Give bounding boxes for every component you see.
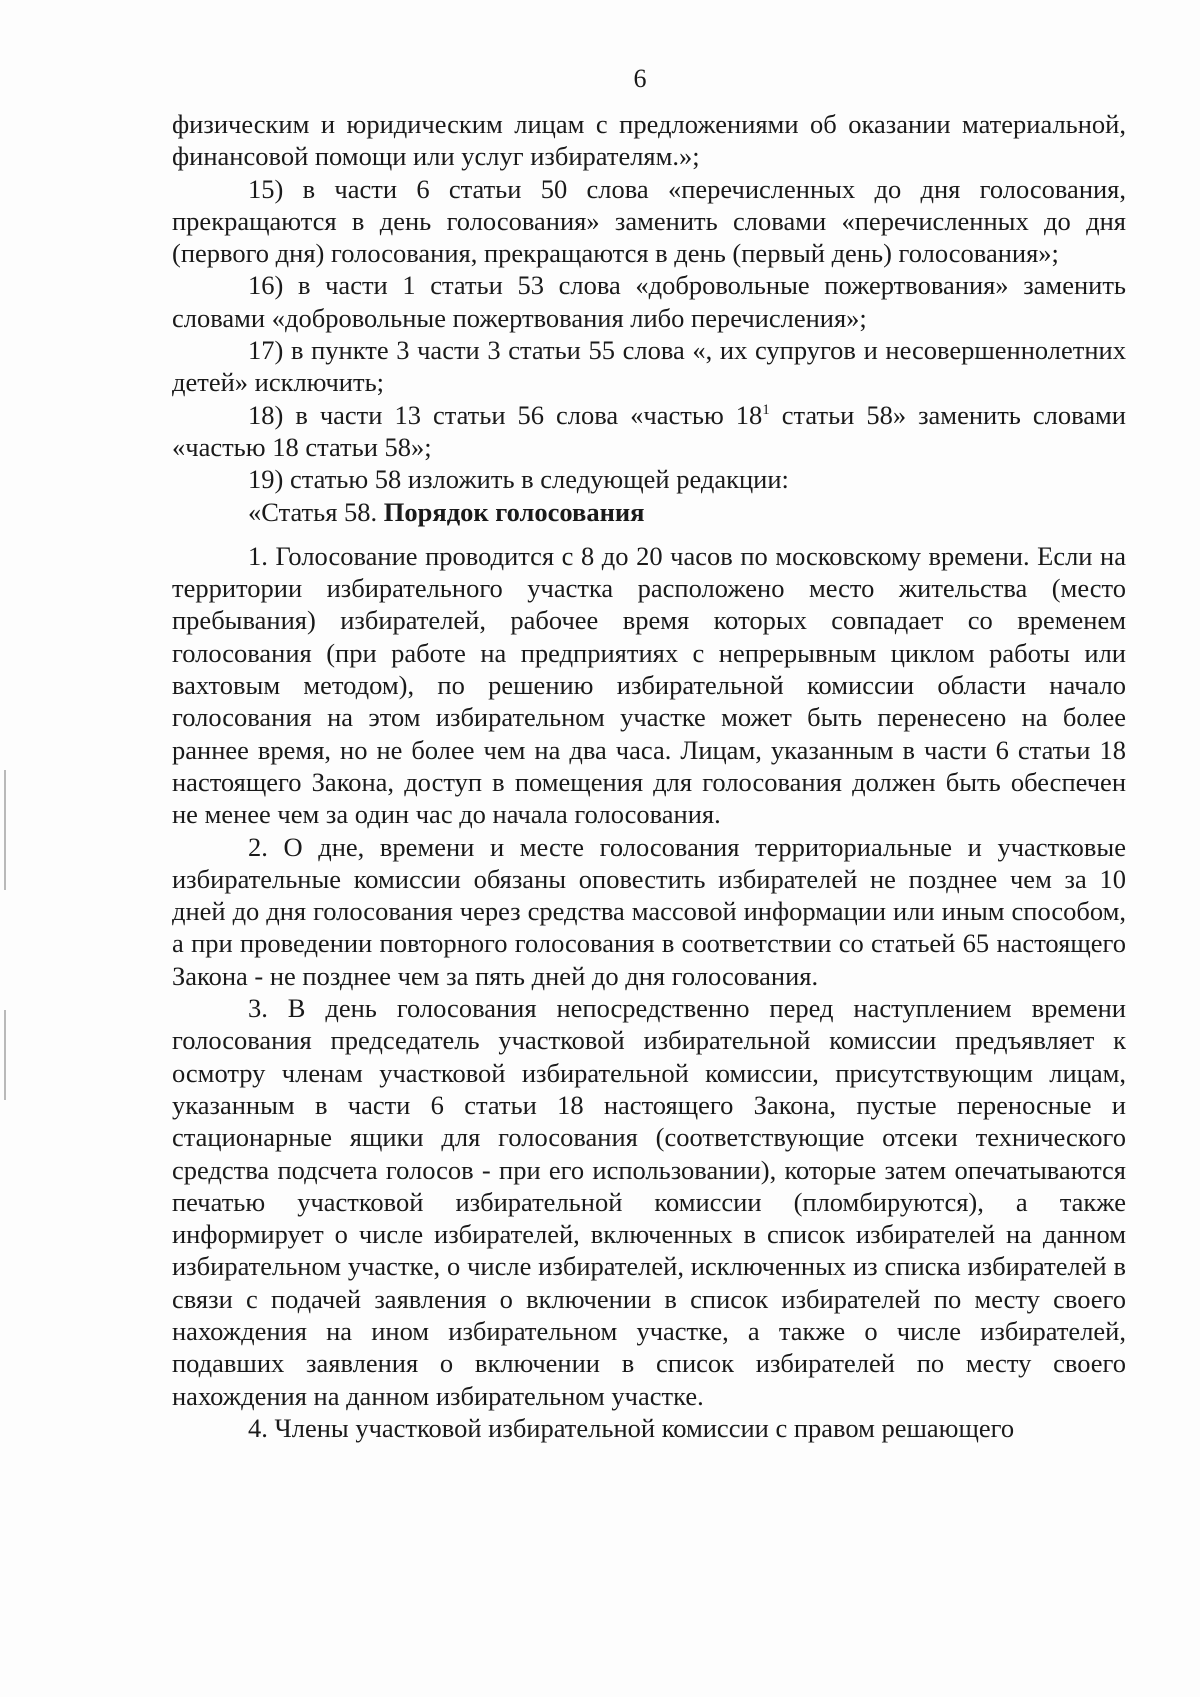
article-title: Порядок голосования	[383, 496, 645, 527]
page-number: 6	[633, 64, 647, 93]
scan-artifact	[4, 770, 6, 890]
document-body	[172, 108, 1126, 1444]
item-18-text-b: статьи 58» заменить словами «частью 18 статьи 58»;	[172, 399, 1126, 462]
paragraph-item-16: 16) в части 1 статьи 53 слова «добровольные пожертвования» заменить словами «добровольные пожертвования либо перечисления»;	[172, 270, 1126, 333]
paragraph-item-15: 15) в части 6 статьи 50 слова «перечисленных до дня голосования, прекращаются в день голосования» заменить словами «перечисленных до дня (первого дня) голосования, прекращаются в день (первый день) голосования»;	[172, 173, 1126, 269]
item-18-text-a: 18) в части 13 статьи 56 слова «частью 18	[248, 399, 763, 430]
section-3: 3. В день голосования непосредственно перед наступлением времени голосования председатель участковой избирательной комиссии предъявляет к осмотру членам участковой избирательной комиссии, присутствующим лицам, указанным в части 6 статьи 18 настоящего Закона, пустые переносные и стационарные ящики для голосования (соответствующие отсеки технического средства подсчета голосов - при его использовании), которые затем опечатываются печатью участковой избирательной комиссии (пломбируются), а также информирует о числе избирателей, включенных в список избирателей на данном избирательном участке, о числе избирателей, исключенных из списка избирателей в связи с подачей заявления о включении в список избирателей по месту своего нахождения на ином избирательном участке, а также о числе избирателей, подавших заявления о включении в список избирателей по месту своего нахождения на данном избирательном участке.	[172, 993, 1126, 1411]
paragraph-item-19: 19) статью 58 изложить в следующей редакции:	[248, 464, 789, 495]
section-1: 1. Голосование проводится с 8 до 20 часов по московскому времени. Если на территории избирательного участка расположено место жительства (место пребывания) избирателей, рабочее время которых совпадает со временем голосования (при работе на предприятиях с непрерывным циклом работы или вахтовым методом), по решению избирательной комиссии области начало голосования на этом избирательном участке может быть перенесено на более раннее время, но не более чем на два часа. Лицам, указанным в части 6 статьи 18 настоящего Закона, доступ в помещения для голосования должен быть обеспечен не менее чем за один час до начала голосования.	[172, 540, 1126, 830]
article-prefix: «Статья 58.	[248, 496, 384, 527]
article-heading	[172, 496, 1126, 528]
section-4: 4. Члены участковой избирательной комиссии с правом решающего	[248, 1412, 1015, 1443]
paragraph-item-17: 17) в пункте 3 части 3 статьи 55 слова «, их супругов и несовершеннолетних детей» исключить;	[172, 335, 1126, 398]
scan-artifact	[4, 1010, 6, 1100]
paragraph-continuation: физическим и юридическим лицам с предложениями об оказании материальной, финансовой помощи или услуг избирателям.»;	[172, 109, 1126, 172]
paragraph-item-18	[172, 399, 1126, 464]
section-2: 2. О дне, времени и месте голосования территориальные и участковые избирательные комиссии обязаны оповестить избирателей не позднее чем за 10 дней до дня голосования через средства массовой информации или иным способом, а при проведении повторного голосования в соответствии со статьей 65 настоящего Закона - не позднее чем за пять дней до дня голосования.	[172, 831, 1126, 991]
superscript: 1	[762, 401, 770, 418]
